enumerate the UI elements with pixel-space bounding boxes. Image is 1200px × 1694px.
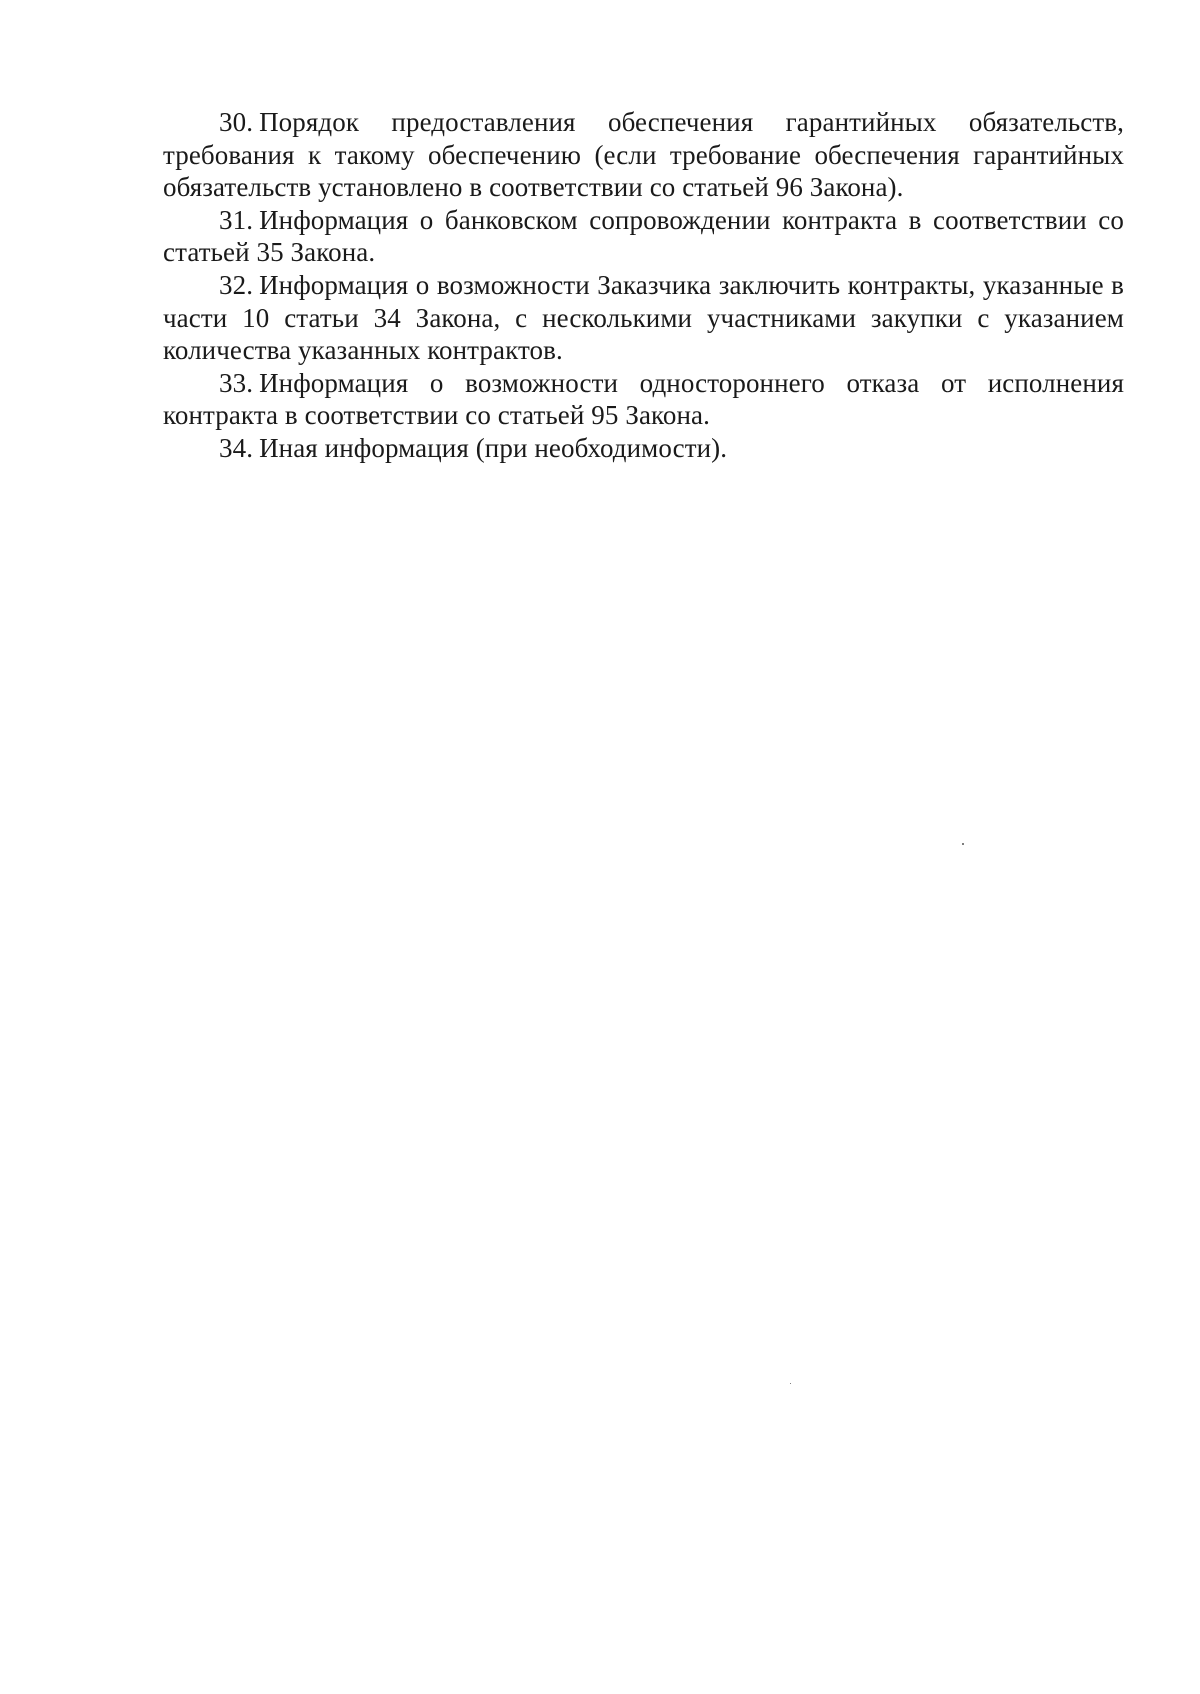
list-item-34 bbox=[163, 432, 1124, 465]
list-item-33 bbox=[163, 367, 1124, 432]
item-number: 30. bbox=[219, 107, 254, 137]
item-number: 31. bbox=[219, 204, 254, 235]
item-number: 34. bbox=[219, 432, 254, 463]
item-text: Информация о банковском сопровождении контракта в соответствии со статьей 35 Закона. bbox=[163, 204, 1124, 268]
list-item-31 bbox=[163, 204, 1124, 269]
item-text: Порядок предоставления обеспечения гарантийных обязательств, требования к такому обеспечению (если требование обеспечения гарантийных обязательств установлено в соответствии со статьей 96 Закона). bbox=[163, 107, 1124, 203]
item-number: 32. bbox=[219, 269, 254, 300]
item-text: Иная информация (при необходимости). bbox=[259, 432, 728, 463]
scan-speck bbox=[790, 1383, 791, 1384]
list-item-30 bbox=[163, 106, 1124, 204]
document-body bbox=[163, 106, 1124, 465]
item-text: Информация о возможности одностороннего отказа от исполнения контракта в соответствии со статьей 95 Закона. bbox=[163, 367, 1124, 431]
item-number: 33. bbox=[219, 367, 254, 398]
item-text: Информация о возможности Заказчика заключить контракты, указанные в части 10 статьи 34 Закона, с несколькими участниками закупки с указанием количества указанных контрактов. bbox=[163, 269, 1124, 366]
scan-speck bbox=[962, 843, 964, 845]
list-item-32 bbox=[163, 269, 1124, 367]
